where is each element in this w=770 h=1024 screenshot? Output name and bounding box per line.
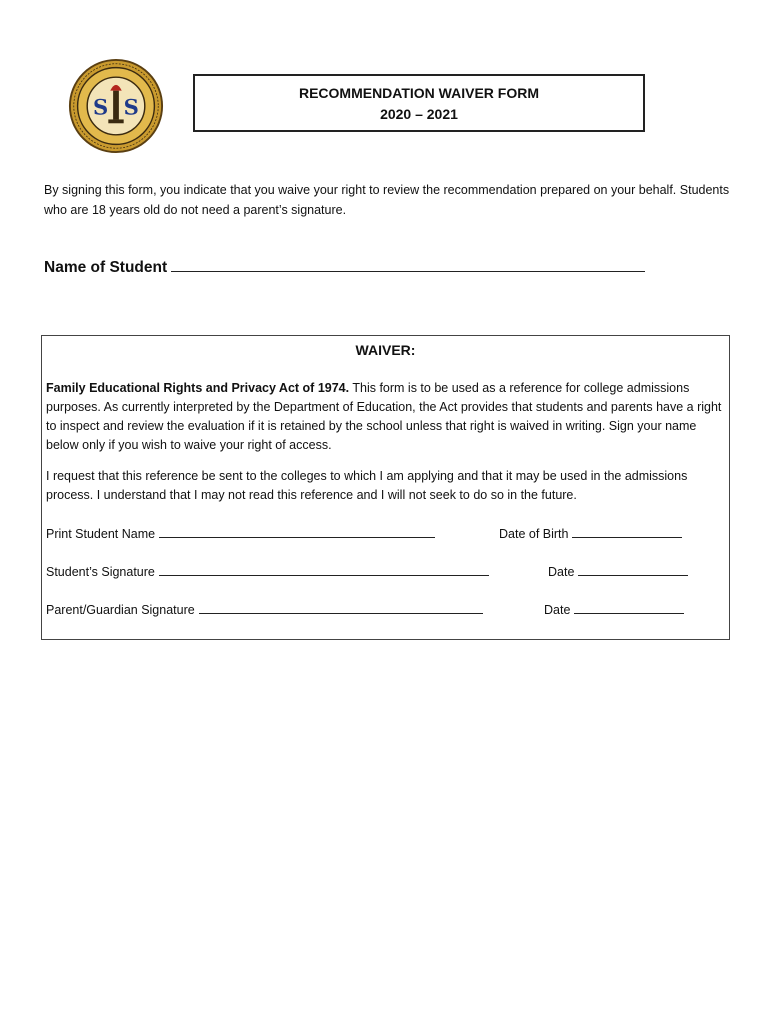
waiver-section	[41, 335, 730, 640]
student-signature-row	[46, 563, 489, 579]
print-name-field[interactable]	[159, 525, 435, 538]
date1-field[interactable]	[578, 563, 688, 576]
parent-signature-field[interactable]	[199, 601, 483, 614]
school-seal-logo	[68, 58, 164, 154]
student-name-label: Name of Student	[44, 259, 168, 276]
date2-label: Date	[544, 603, 571, 617]
print-name-label: Print Student Name	[46, 527, 156, 541]
request-paragraph: I request that this reference be sent to the colleges to which I am applying and that it may be used in the admissions process. I understand that I may not read this reference and I will not seek to do so in the future.	[46, 469, 688, 502]
svg-text:S: S	[92, 94, 109, 120]
parent-signature-row	[46, 601, 483, 617]
student-name-field[interactable]	[171, 257, 645, 272]
ferpa-paragraph	[46, 379, 724, 455]
dob-field[interactable]	[572, 525, 682, 538]
waiver-heading: WAIVER:	[355, 342, 416, 358]
student-signature-label: Student’s Signature	[46, 565, 155, 579]
dob-row	[499, 525, 682, 541]
ferpa-text: This form is to be used as a reference for college admissions purposes. As currently interpreted by the Department of Education, the Act provides that students and parents have a right to inspect and review the evaluation if it is retained by the school unless that right is waived in writing. Sign your name below only if you wish to waive your right of access.	[46, 381, 722, 452]
form-title: RECOMMENDATION WAIVER FORM	[298, 85, 540, 101]
date1-row	[548, 563, 688, 579]
intro-paragraph: By signing this form, you indicate that you waive your right to review the recommendation prepared on your behalf. Students who are 18 years old do not need a parent’s signature.	[44, 183, 730, 217]
parent-signature-label: Parent/Guardian Signature	[46, 603, 195, 617]
print-name-row	[46, 525, 435, 541]
form-year: 2020 – 2021	[380, 106, 458, 122]
ferpa-title: Family Educational Rights and Privacy Act of 1974.	[46, 381, 350, 395]
date2-field[interactable]	[574, 601, 684, 614]
date2-row	[544, 601, 684, 617]
student-name-row	[44, 257, 645, 277]
student-signature-field[interactable]	[159, 563, 489, 576]
svg-text:S: S	[123, 94, 139, 120]
dob-label: Date of Birth	[499, 527, 569, 541]
form-title-box	[193, 74, 645, 132]
date1-label: Date	[548, 565, 575, 579]
